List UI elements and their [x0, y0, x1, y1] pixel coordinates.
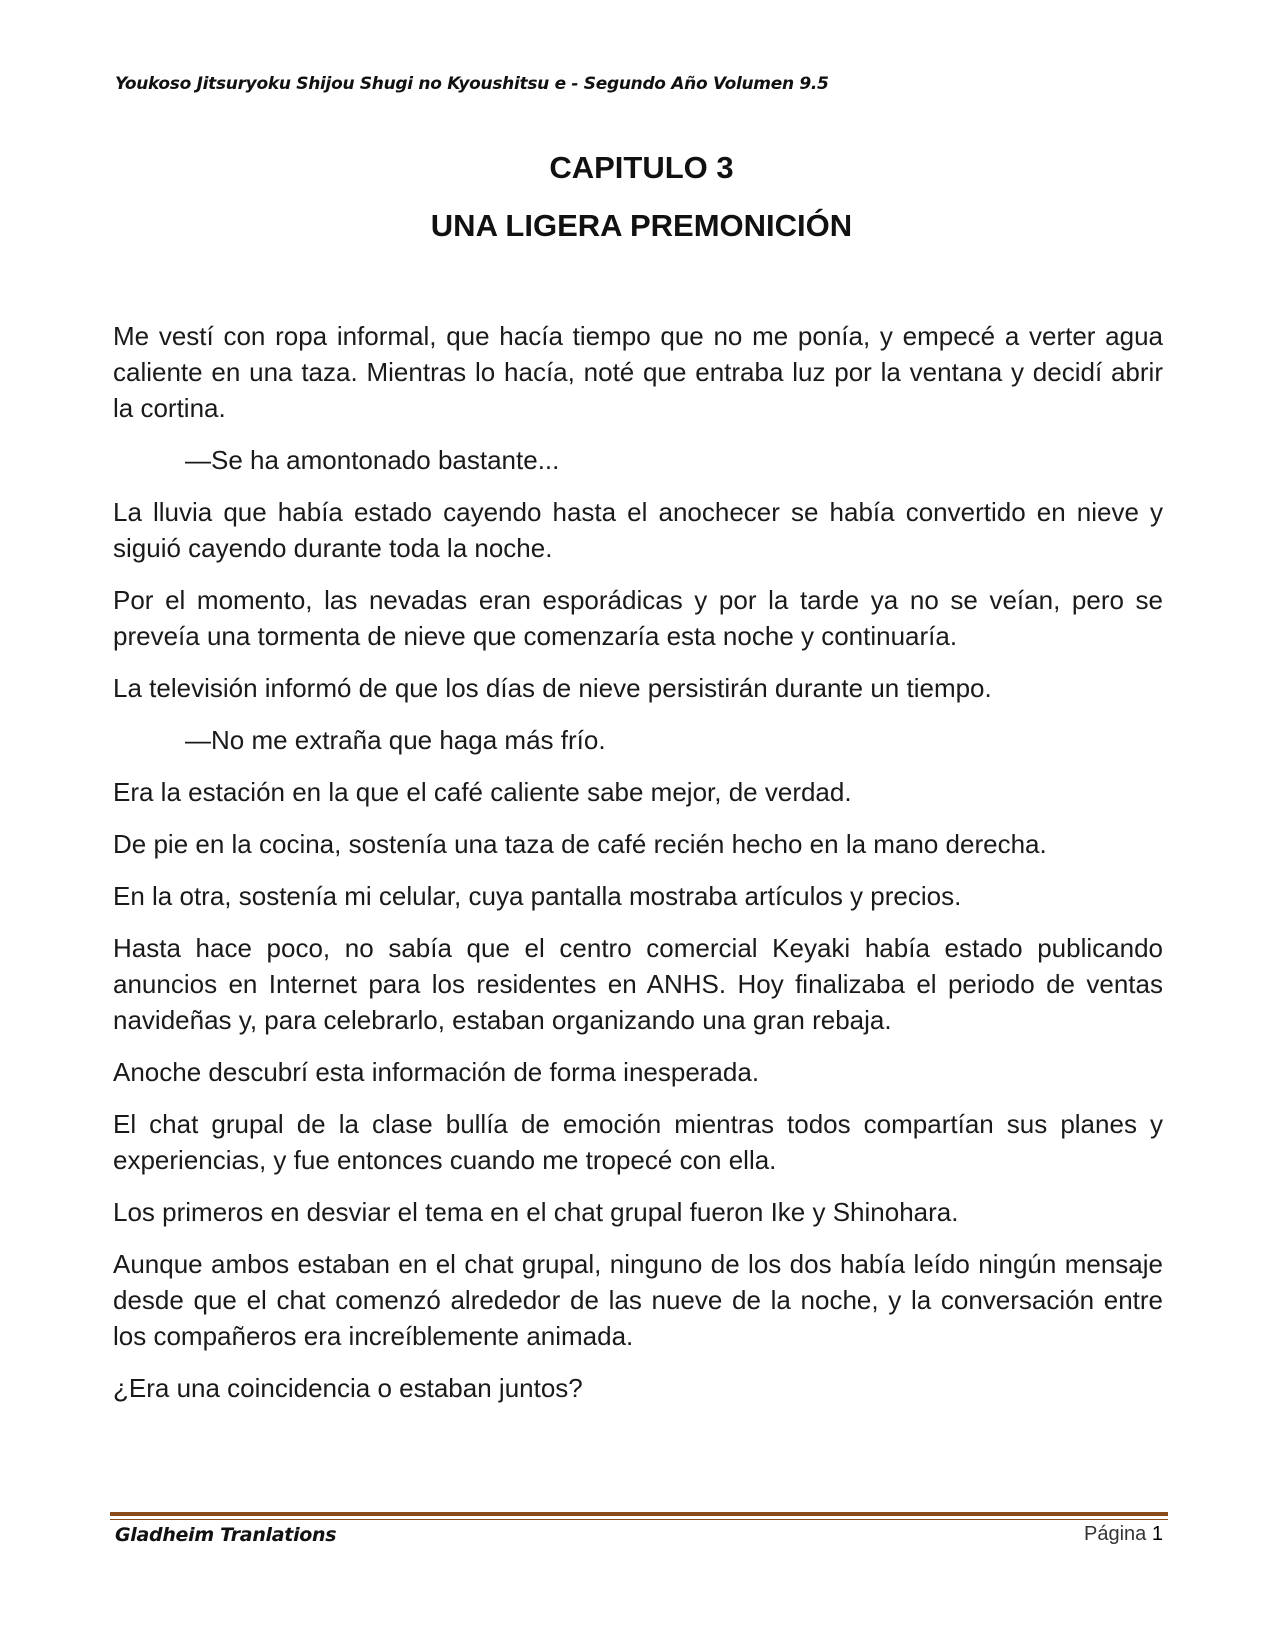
paragraph: Los primeros en desviar el tema en el chat grupal fueron Ike y Shinohara. — [113, 1197, 959, 1227]
chapter-number: CAPITULO 3 — [549, 150, 734, 185]
paragraph: Me vestí con ropa informal, que hacía tiempo que no me ponía, y empecé a verter agua caliente en una taza. Mientras lo hacía, noté que entraba luz por la ventana y decidí abrir la cortina. — [113, 321, 1163, 423]
paragraph: En la otra, sostenía mi celular, cuya pantalla mostraba artículos y precios. — [113, 881, 962, 911]
paragraph: Era la estación en la que el café caliente sabe mejor, de verdad. — [113, 777, 852, 807]
footer-publisher: Gladheim Tranlations — [115, 1524, 337, 1546]
page-indicator — [1084, 1523, 1163, 1546]
page-number: 1 — [1151, 1523, 1163, 1545]
paragraph: ¿Era una coincidencia o estaban juntos? — [113, 1373, 583, 1403]
chapter-title: UNA LIGERA PREMONICIÓN — [430, 208, 853, 243]
paragraph: Por el momento, las nevadas eran esporádicas y por la tarde ya no se veían, pero se preveía una tormenta de nieve que comenzaría esta noche y continuaría. — [113, 585, 1163, 651]
dialog-line: —Se ha amontonado bastante... — [185, 445, 560, 475]
paragraph: El chat grupal de la clase bullía de emoción mientras todos compartían sus planes y experiencias, y fue entonces cuando me tropecé con ella. — [113, 1109, 1163, 1175]
paragraph: La lluvia que había estado cayendo hasta el anochecer se había convertido en nieve y siguió cayendo durante toda la noche. — [113, 497, 1163, 563]
paragraph: La televisión informó de que los días de nieve persistirán durante un tiempo. — [113, 673, 992, 703]
footer-divider — [110, 1512, 1168, 1516]
chapter-body — [113, 318, 1163, 1422]
dialog-line: —No me extraña que haga más frío. — [185, 725, 606, 755]
paragraph: De pie en la cocina, sostenía una taza de café recién hecho en la mano derecha. — [113, 829, 1047, 859]
page-label: Página — [1084, 1523, 1147, 1545]
paragraph: Hasta hace poco, no sabía que el centro comercial Keyaki había estado publicando anuncios en Internet para los residentes en ANHS. Hoy finalizaba el periodo de ventas navideñas y, para celebrarlo, estaban organizando una gran rebaja. — [113, 933, 1163, 1035]
paragraph: Anoche descubrí esta información de forma inesperada. — [113, 1057, 760, 1087]
footer-divider-thin — [110, 1519, 1168, 1520]
running-header: Youkoso Jitsuryoku Shijou Shugi no Kyoushitsu e - Segundo Año Volumen 9.5 — [115, 74, 829, 94]
paragraph: Aunque ambos estaban en el chat grupal, ninguno de los dos había leído ningún mensaje desde que el chat comenzó alrededor de las nueve de la noche, y la conversación entre los compañeros era increíblemente animada. — [113, 1249, 1163, 1351]
